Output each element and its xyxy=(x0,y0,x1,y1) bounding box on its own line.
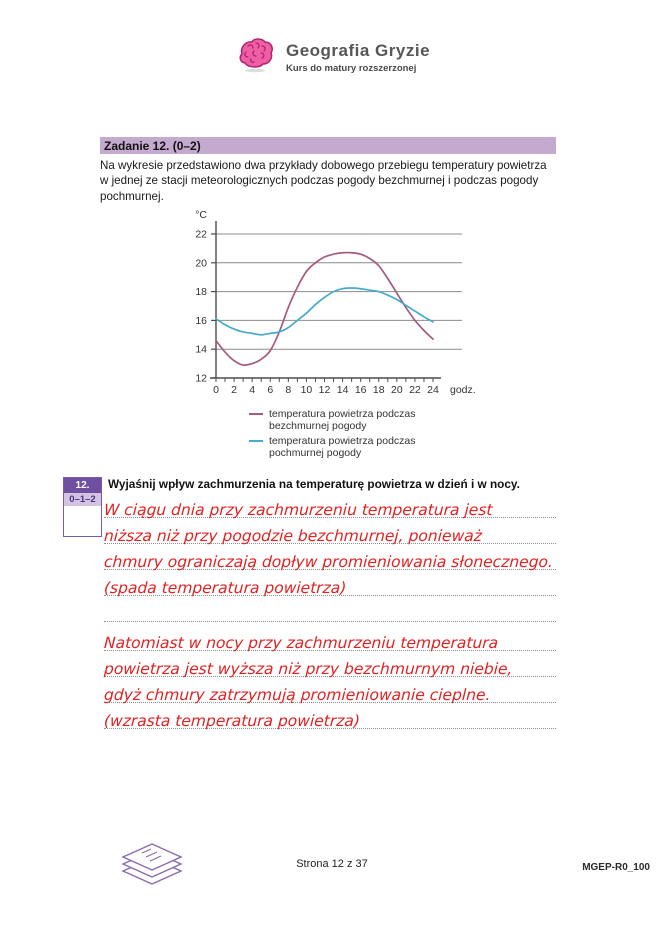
legend-item-cloudy xyxy=(249,435,416,459)
score-box xyxy=(63,477,102,537)
svg-text:20: 20 xyxy=(390,384,403,396)
svg-text:24: 24 xyxy=(427,384,439,396)
handwritten-text: powietrza jest wyższa niż przy bezchmurnym niebie, xyxy=(103,660,513,678)
svg-text:godz.: godz. xyxy=(450,384,476,396)
task-intro: Na wykresie przedstawiono dwa przykłady dobowego przebiegu temperatury powietrza w jednej ze stacji meteorologicznych podczas pogody bezchmurnej i podczas pogody pochmurnej. xyxy=(100,159,547,203)
svg-text:12: 12 xyxy=(195,372,207,385)
svg-text:20: 20 xyxy=(195,257,207,270)
handwritten-text: niższa niż przy pogodzie bezchmurnej, ponieważ xyxy=(103,527,483,545)
answer-line xyxy=(104,625,556,651)
legend-swatch-clear xyxy=(249,413,263,415)
svg-text:22: 22 xyxy=(195,228,207,241)
answer-line xyxy=(104,570,556,596)
svg-text:16: 16 xyxy=(354,384,367,396)
svg-text:4: 4 xyxy=(249,384,256,396)
brand-header xyxy=(0,36,664,79)
task-heading-bar xyxy=(100,137,556,154)
svg-text:18: 18 xyxy=(195,286,207,299)
answer-line xyxy=(104,544,556,570)
score-box-blank xyxy=(64,506,101,536)
legend-label-cloudy: temperatura powietrza podczas pochmurnej pogody xyxy=(269,435,416,459)
paper-stack-icon xyxy=(116,840,188,901)
handwritten-text: Natomiast w nocy przy zachmurzeniu temperatura xyxy=(103,634,499,652)
answer-line xyxy=(104,596,556,622)
svg-text:14: 14 xyxy=(336,384,349,396)
brand-name: Geografia Gryzie xyxy=(285,41,431,60)
chart-legend xyxy=(249,408,416,459)
score-box-task-number: 12. xyxy=(64,478,101,493)
answer-line xyxy=(104,518,556,544)
task-question: Wyjaśnij wpływ zachmurzenia na temperaturę powietrza w dzień i w nocy. xyxy=(108,477,520,491)
svg-text:°C: °C xyxy=(195,209,207,221)
handwritten-text: (wzrasta temperatura powietrza) xyxy=(103,712,361,730)
handwritten-text: W ciągu dnia przy zachmurzeniu temperatura jest xyxy=(103,501,493,519)
page-number: Strona 12 z 37 xyxy=(296,858,368,870)
svg-text:22: 22 xyxy=(409,384,421,396)
document-code: MGEP-R0_100 xyxy=(582,862,650,873)
svg-text:6: 6 xyxy=(267,384,274,396)
handwritten-text: (spada temperatura powietrza) xyxy=(103,579,347,597)
brand-tagline: Kurs do matury rozszerzonej xyxy=(285,63,417,74)
handwritten-text: chmury ograniczają dopływ promieniowania słonecznego. xyxy=(103,553,554,571)
answer-line xyxy=(104,492,556,518)
legend-item-clear-sky xyxy=(249,408,416,432)
handwritten-text: gdyż chmury zatrzymują promieniowanie cieplne. xyxy=(103,686,492,704)
score-box-points: 0–1–2 xyxy=(64,493,101,506)
svg-text:8: 8 xyxy=(285,384,292,396)
answer-line xyxy=(104,703,556,729)
legend-label-clear: temperatura powietrza podczas bezchmurnej pogody xyxy=(269,408,416,432)
svg-text:18: 18 xyxy=(372,384,385,396)
svg-text:14: 14 xyxy=(195,343,207,356)
svg-text:16: 16 xyxy=(195,314,207,327)
answer-area xyxy=(104,492,556,729)
task-heading: Zadanie 12. (0–2) xyxy=(104,138,201,153)
answer-line xyxy=(104,651,556,677)
brand-text xyxy=(286,41,430,74)
temperature-chart xyxy=(188,203,480,408)
answer-line xyxy=(104,677,556,703)
svg-text:12: 12 xyxy=(318,384,331,396)
svg-text:0: 0 xyxy=(213,384,219,396)
legend-swatch-cloudy xyxy=(249,440,263,442)
brain-logo-icon xyxy=(234,36,276,79)
svg-text:2: 2 xyxy=(231,384,238,396)
svg-text:10: 10 xyxy=(300,384,313,396)
